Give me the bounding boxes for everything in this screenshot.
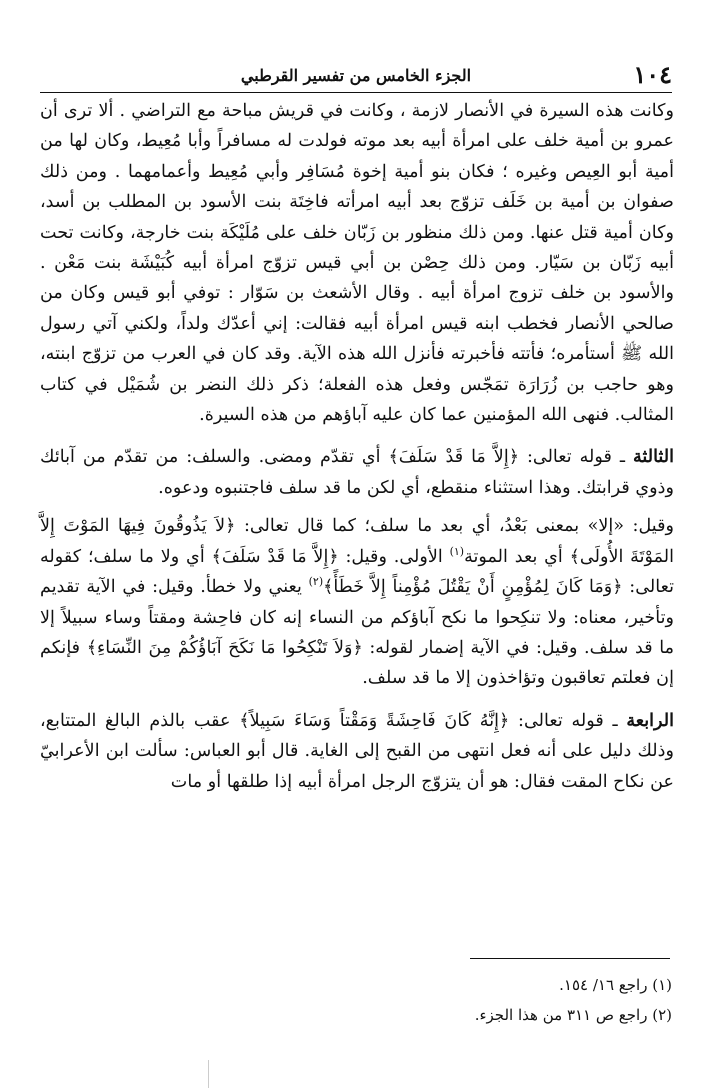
quran-verse: ﴿إِلاَّ مَا قَدْ سَلَفَ﴾	[211, 546, 339, 567]
quran-verse: ﴿إِلاَّ مَا قَدْ سَلَفَ﴾	[388, 447, 520, 468]
page-header	[40, 58, 672, 93]
paragraph-third-issue	[40, 442, 674, 503]
footnote-2: (٢) راجع ص ٣١١ من هذا الجزء.	[474, 1006, 672, 1024]
text-span: فإنكم إن فعلتم تعاقبون وتؤاخذون إلا ما قد سلف.	[40, 637, 674, 689]
paragraph-third-issue-cont	[40, 511, 674, 693]
text-span: ـ قوله تعالى:	[519, 447, 633, 468]
text-span: أي تقدّم ومضى. والسلف: من تقدّم من آبائك وذوي قرابتك. وهذا استثناء منقطع، أي لكن ما قد سلف فاجتنبوه ودعوه.	[40, 447, 674, 498]
text-span: وقيل: «إلا» بمعنى بَعْدُ، أي بعد ما سلف؛ كما قال تعالى:	[235, 516, 674, 537]
paragraph-sira: وكانت هذه السيرة في الأنصار لازمة ، وكانت في قريش مباحة مع التراضي . ألا ترى أن عمرو بن أمية خلف على امرأة أبيه بعد موته فولدت له مسافراً وأبا مُعِيط، وكان لها من أمية أبو العِيص وغيره ؛ فكان بنو أمية إخوة مُسَافِر وأبي مُعِيط وأعمامهما . ومن ذلك صفوان بن أمية بن خَلَف تزوّج بعد أبيه امرأته فاخِتَة بنت الأسود بن المطلب بن أسد، وكان أمية قتل عنها. ومن ذلك منظور بن زَبّان خلف على مُلَيْكَة بنت خارجة، وكانت تحت أبيه زَبّان بن سَيّار. ومن ذلك حِصْن بن أبي قيس تزوّج امرأة أبيه كُبَيْشَة بنت مَعْن . والأسود بن خلف تزوج امرأة أبيه . وقال الأشعث بن سَوّار : توفي أبو قيس وكان من صالحي الأنصار فخطب ابنه قيس امرأة أبيه فقالت: إني أعدّك ولداً، ولكني آتي رسول الله ﷺ أستأمره؛ فأتته فأخبرته فأنزل الله هذه الآية. وقد كان في العرب من تزوّج ابنته، وهو حاجب بن زُرَارَة تمَجّس وفعل هذه الفعلة؛ ذكر ذلك النضر بن شُمَيْل في كتاب المثالب. فنهى الله المؤمنين عما كان عليه آباؤهم من هذه السيرة.	[40, 101, 674, 426]
quran-verse: ﴿وَلاَ تَنْكِحُوا مَا نَكَحَ آبَاؤُكُمْ مِنَ النِّسَاءِ﴾	[86, 637, 363, 658]
scan-margin-mark	[208, 1060, 209, 1088]
quran-verse: ﴿لاَ يَذُوقُونَ فِيهَا المَوْتَ إِلاَّ المَوْتَةَ الأُولَى﴾	[40, 516, 675, 567]
page-number: ١٠٤	[633, 60, 672, 89]
footnote-divider	[470, 958, 670, 959]
footnotes	[52, 970, 672, 1030]
issue-heading-fourth: الرابعة	[626, 709, 674, 731]
paragraph-fourth-issue	[40, 706, 674, 797]
issue-heading-third: الثالثة	[632, 446, 674, 468]
quran-verse: ﴿إِنَّهُ كَانَ فَاحِشَةً وَمَقْتاً وَسَاءَ سَبِيلاً﴾	[239, 710, 510, 731]
text-span: أي بعد الموتة	[464, 546, 570, 567]
footnote-ref-1[interactable]: (١)	[449, 544, 465, 558]
main-text	[40, 96, 674, 797]
footnote-ref-2[interactable]: (٢)	[308, 575, 324, 589]
quran-verse: ﴿وَمَا كَانَ لِمُؤْمِنٍ أَنْ يَقْتُلَ مُؤْمِناً إِلاَّ خَطَأً﴾	[323, 577, 623, 598]
footnote-1: (١) راجع ١٦/ ١٥٤.	[559, 976, 672, 994]
text-span: عقب بالذم البالغ المتتابع، وذلك دليل على أنه فعل انتهى من القبح إلى الغاية. قال أبو العباس: سألت ابن الأعرابيّ عن نكاح المقت فقال: هو أن يتزوّج الرجل امرأة أبيه إذا طلقها أو مات	[40, 710, 674, 792]
text-span: ـ قوله تعالى:	[509, 710, 627, 731]
text-span: أي ولا ما سلف؛ كقوله تعالى:	[40, 546, 674, 598]
running-title: الجزء الخامس من تفسير القرطبي	[240, 66, 472, 85]
text-span: الأولى. وقيل:	[338, 546, 450, 567]
text-span: يعني ولا خطأ. وقيل: في الآية تقديم وتأخير، معناه: ولا تنكِحوا ما نكح آباؤكم من النساء إنه كان فاحِشة ومقتاً وساء سبيلاً إلا ما قد سلف. وقيل: في الآية إضمار لقوله:	[40, 577, 674, 658]
